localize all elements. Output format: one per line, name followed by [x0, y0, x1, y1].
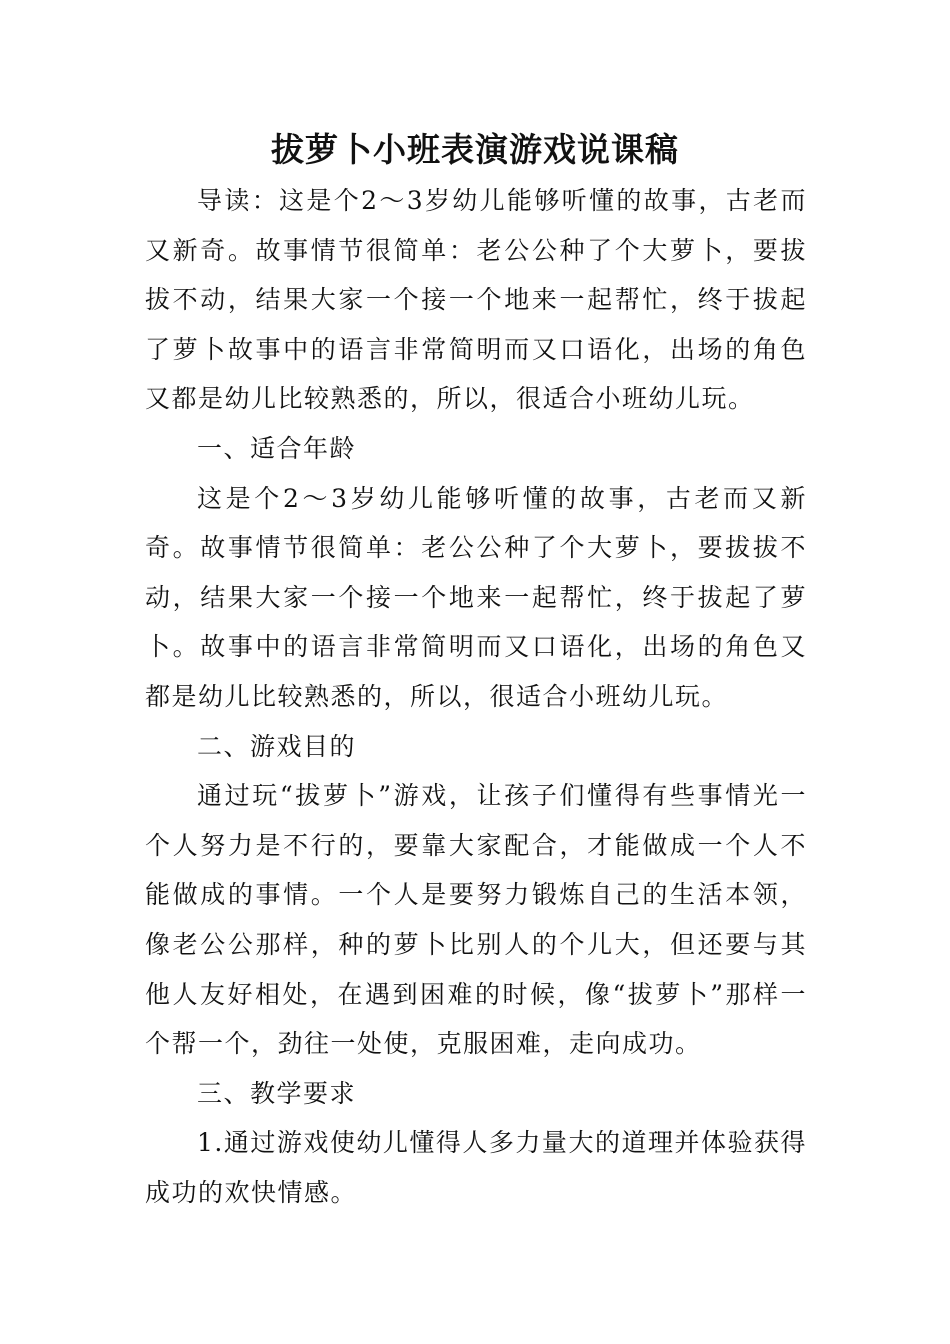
section-heading-requirements: 三、教学要求 [197, 1078, 357, 1108]
section-heading-purpose: 二、游戏目的 [197, 731, 357, 761]
section-heading-age: 一、适合年龄 [197, 433, 357, 463]
document-title: 拔萝卜小班表演游戏说课稿 [271, 130, 679, 169]
requirement-item-1: 1.通过游戏使幼儿懂得人多力量大的道理并体验获得成功的欢快情感。 [145, 1128, 807, 1207]
intro-paragraph: 导读：这是个2～3岁幼儿能够听懂的故事，古老而又新奇。故事情节很简单：老公公种了个大萝卜，要拔拔不动，结果大家一个接一个地来一起帮忙，终于拔起了萝卜故事中的语言非常简明而又口语化，出场的角色又都是幼儿比较熟悉的，所以，很适合小班幼儿玩。 [145, 186, 807, 414]
document-body [145, 176, 807, 1217]
purpose-paragraph: 通过玩“拔萝卜”游戏，让孩子们懂得有些事情光一个人努力是不行的，要靠大家配合，才能做成一个人不能做成的事情。一个人是要努力锻炼自己的生活本领，像老公公那样，种的萝卜比别人的个儿大，但还要与其他人友好相处，在遇到困难的时候，像“拔萝卜”那样一个帮一个，劲往一处使，克服困难，走向成功。 [145, 781, 807, 1059]
age-paragraph: 这是个2～3岁幼儿能够听懂的故事，古老而又新奇。故事情节很简单：老公公种了个大萝卜，要拔拔不动，结果大家一个接一个地来一起帮忙，终于拔起了萝卜。故事中的语言非常简明而又口语化，出场的角色又都是幼儿比较熟悉的，所以，很适合小班幼儿玩。 [145, 483, 807, 711]
